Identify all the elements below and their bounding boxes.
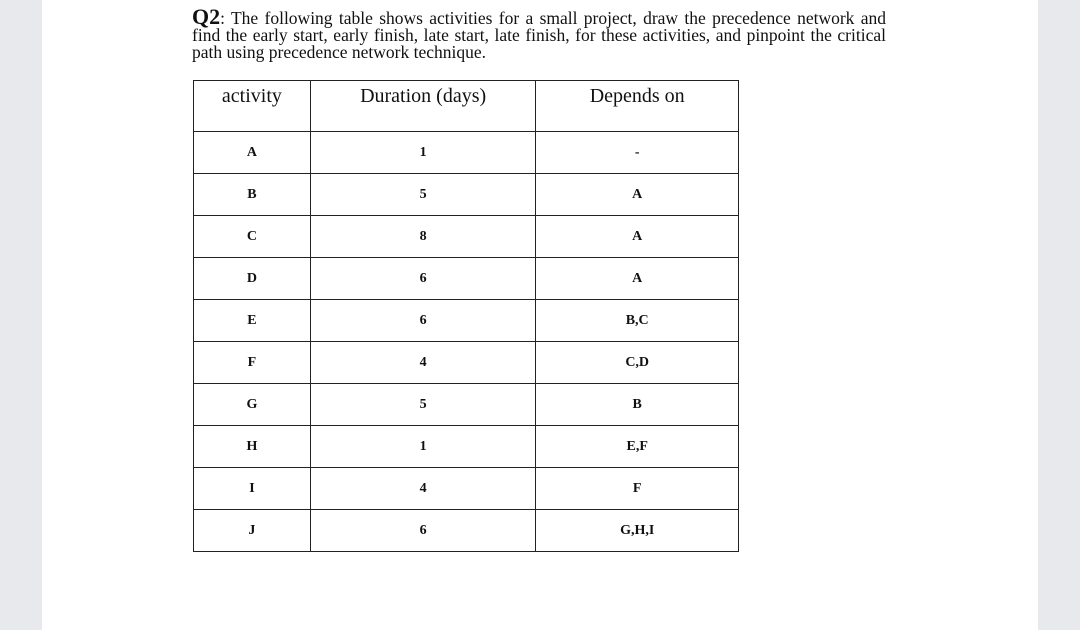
activity-cell: F [194,342,311,384]
activity-cell: B [194,174,311,216]
depends-cell: B,C [536,300,739,342]
duration-cell: 6 [310,510,536,552]
header-duration: Duration (days) [310,81,536,132]
table-row [194,216,739,258]
table-row [194,468,739,510]
table-row [194,174,739,216]
depends-cell: A [536,258,739,300]
depends-cell: C,D [536,342,739,384]
table-header-row [194,81,739,132]
activity-cell: I [194,468,311,510]
duration-cell: 5 [310,384,536,426]
table-row [194,300,739,342]
depends-cell: A [536,216,739,258]
depends-cell: G,H,I [536,510,739,552]
depends-cell: B [536,384,739,426]
question-text [192,4,886,62]
duration-cell: 4 [310,468,536,510]
activity-cell: H [194,426,311,468]
activity-cell: A [194,132,311,174]
table-row [194,426,739,468]
duration-cell: 1 [310,132,536,174]
depends-cell: - [536,132,739,174]
header-activity: activity [194,81,311,132]
table-row [194,258,739,300]
activity-cell: J [194,510,311,552]
duration-cell: 1 [310,426,536,468]
table-row [194,132,739,174]
depends-cell: A [536,174,739,216]
duration-cell: 5 [310,174,536,216]
depends-cell: E,F [536,426,739,468]
activity-cell: G [194,384,311,426]
table-row [194,342,739,384]
activities-table [193,80,739,552]
depends-cell: F [536,468,739,510]
question-label: Q2 [192,4,221,29]
question-body: : The following table shows activities for a small project, draw the precedence network and find the early start, early finish, late start, late finish, for these activities, and pinpoint the critical path using precedence network technique. [192,8,886,62]
duration-cell: 6 [310,258,536,300]
table-row [194,384,739,426]
duration-cell: 6 [310,300,536,342]
header-depends-on: Depends on [536,81,739,132]
table-row [194,510,739,552]
activity-cell: D [194,258,311,300]
activity-cell: C [194,216,311,258]
activity-cell: E [194,300,311,342]
duration-cell: 4 [310,342,536,384]
duration-cell: 8 [310,216,536,258]
